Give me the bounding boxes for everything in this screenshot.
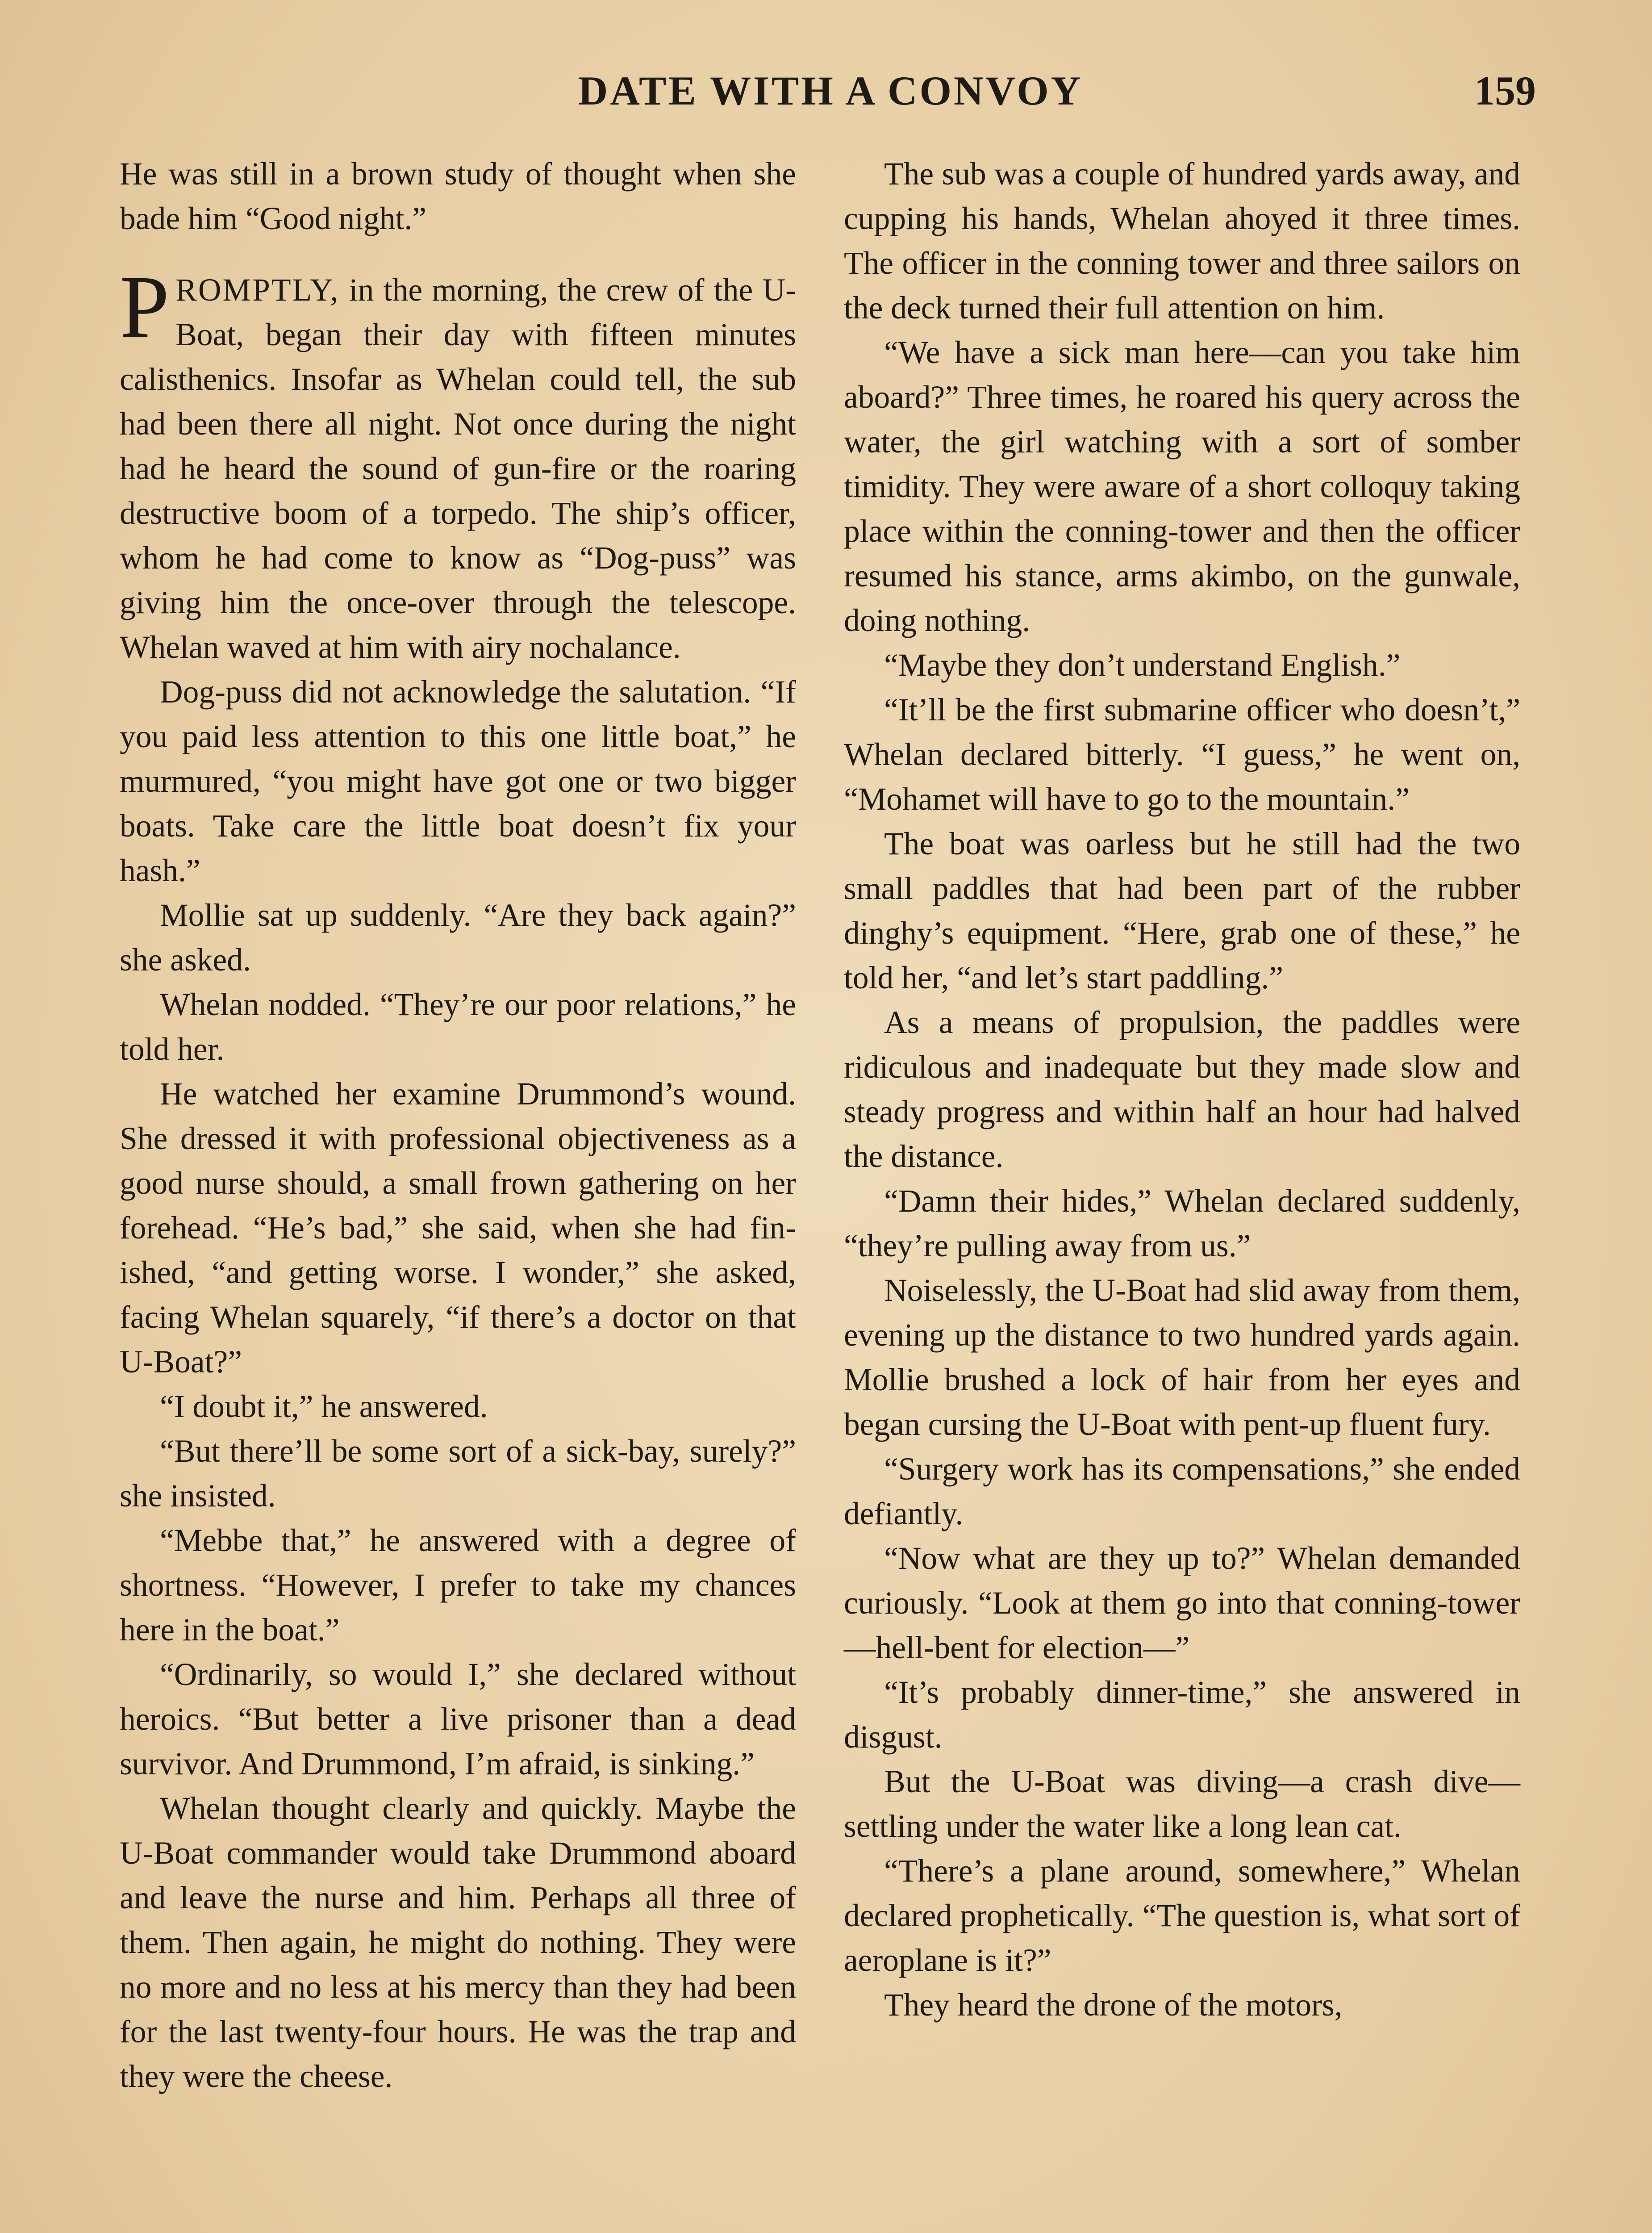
paragraph: But the U-Boat was diving—a crash dive—settling under the water like a long lean cat. xyxy=(844,1764,1520,1844)
paragraph: “Surgery work has its compensations,” she ended defiantly. xyxy=(844,1451,1520,1531)
paragraph: Whelan nodded. “They’re our poor relations,” he told her. xyxy=(120,987,796,1067)
page-number: 159 xyxy=(1474,68,1536,113)
paragraph: Noiselessly, the U-Boat had slid away from them, evening up the distance to two hundred yards again. Mollie brushed a lock of hair from her eyes and began cursing the U-Boat with pent-up fluent fury. xyxy=(844,1273,1520,1442)
page-header xyxy=(125,67,1536,121)
right-column xyxy=(844,152,1520,2028)
paragraph: “Damn their hides,” Whelan declared suddenly, “they’re pulling away from us.” xyxy=(844,1183,1520,1263)
lead-word: ROMPTLY, xyxy=(175,272,340,308)
paragraph: They heard the drone of the motors, xyxy=(884,1987,1343,2023)
paragraph: Dog-puss did not acknowledge the salutation. “If you paid less attention to this one little boat,” he murmured, “you might have got one or two bigger boats. Take care the little boat doesn’t fix your hash.” xyxy=(120,674,796,888)
drop-cap: P xyxy=(120,258,170,356)
paragraph: “We have a sick man here—can you take him aboard?” Three times, he roared his query across the water, the girl watching with a sort of somber timidity. They were aware of a short colloquy taking place within the conning-tower and then the officer resumed his stance, arms akimbo, on the gunwale, doing nothing. xyxy=(844,335,1520,638)
paragraph: He watched her examine Drummond’s wound. She dressed it with professional objectiveness as a good nurse should, a small frown gathering on her forehead. “He’s bad,” she said, when she had finished, “and getting worse. I wonder,” she asked, facing Whelan squarely, “if there’s a doctor on that U-Boat?” xyxy=(120,1076,796,1380)
paragraph: The sub was a couple of hundred yards away, and cupping his hands, Whelan ahoyed it three times. The officer in the conning tower and three sailors on the deck turned their full attention on him. xyxy=(844,156,1520,326)
paragraph: As a means of propulsion, the paddles were ridiculous and inadequate but they made slow and steady progress and within half an hour had halved the distance. xyxy=(844,1005,1520,1174)
paragraph: “Ordinarily, so would I,” she declared without heroics. “But better a live prisoner than a dead survivor. And Drummond, I’m afraid, is sinking.” xyxy=(120,1657,796,1781)
paragraph: He was still in a brown study of thought when she bade him “Good night.” xyxy=(120,156,796,236)
paragraph: “It’ll be the first submarine officer who doesn’t,” Whelan declared bitterly. “I guess,” he went on, “Mohamet will have to go to the mountain.” xyxy=(844,692,1520,817)
paragraph: Whelan thought clearly and quickly. Maybe the U-Boat commander would take Drummond aboard and leave the nurse and him. Perhaps all three of them. Then again, he might do nothing. They were no more and no less at his mercy than they had been for the last twenty-four hours. He was the trap and they were the cheese. xyxy=(120,1791,796,2094)
paragraph: Mollie sat up suddenly. “Are they back again?” she asked. xyxy=(120,898,796,978)
running-head: DATE WITH A CONVOY xyxy=(578,68,1083,113)
section-start-paragraph xyxy=(120,258,796,670)
paragraph: “I doubt it,” he answered. xyxy=(160,1389,488,1424)
paragraph: “Maybe they don’t understand English.” xyxy=(884,648,1401,683)
paragraph: “But there’ll be some sort of a sick-bay, surely?” she insisted. xyxy=(120,1434,796,1514)
paragraph: “There’s a plane around, somewhere,” Whelan declared prophetically. “The question is, what sort of aeroplane is it?” xyxy=(844,1853,1520,1978)
paragraph-text: in the morning, the crew of the U-Boat, began their day with fifteen minutes calisthenics. Insofar as Whelan could tell, the sub had been there all night. Not once during the night had he heard the sound of gun-fire or the roaring destructive boom of a torpedo. The ship’s officer, whom he had come to know as “Dog-puss” was giving him the once-over through the telescope. Whelan waved at him with airy nochalance. xyxy=(120,272,796,665)
paragraph: “It’s probably dinner-time,” she answered in disgust. xyxy=(844,1675,1520,1755)
left-column xyxy=(120,152,796,2099)
paragraph: The boat was oarless but he still had the two small paddles that had been part of the rubber dinghy’s equipment. “Here, grab one of these,” he told her, “and let’s start paddling.” xyxy=(844,826,1520,995)
paragraph: “Now what are they up to?” Whelan demanded curiously. “Look at them go into that conning-tower—hell-bent for election—” xyxy=(844,1541,1520,1665)
paragraph: “Mebbe that,” he answered with a degree of shortness. “However, I prefer to take my chances here in the boat.” xyxy=(120,1523,796,1648)
